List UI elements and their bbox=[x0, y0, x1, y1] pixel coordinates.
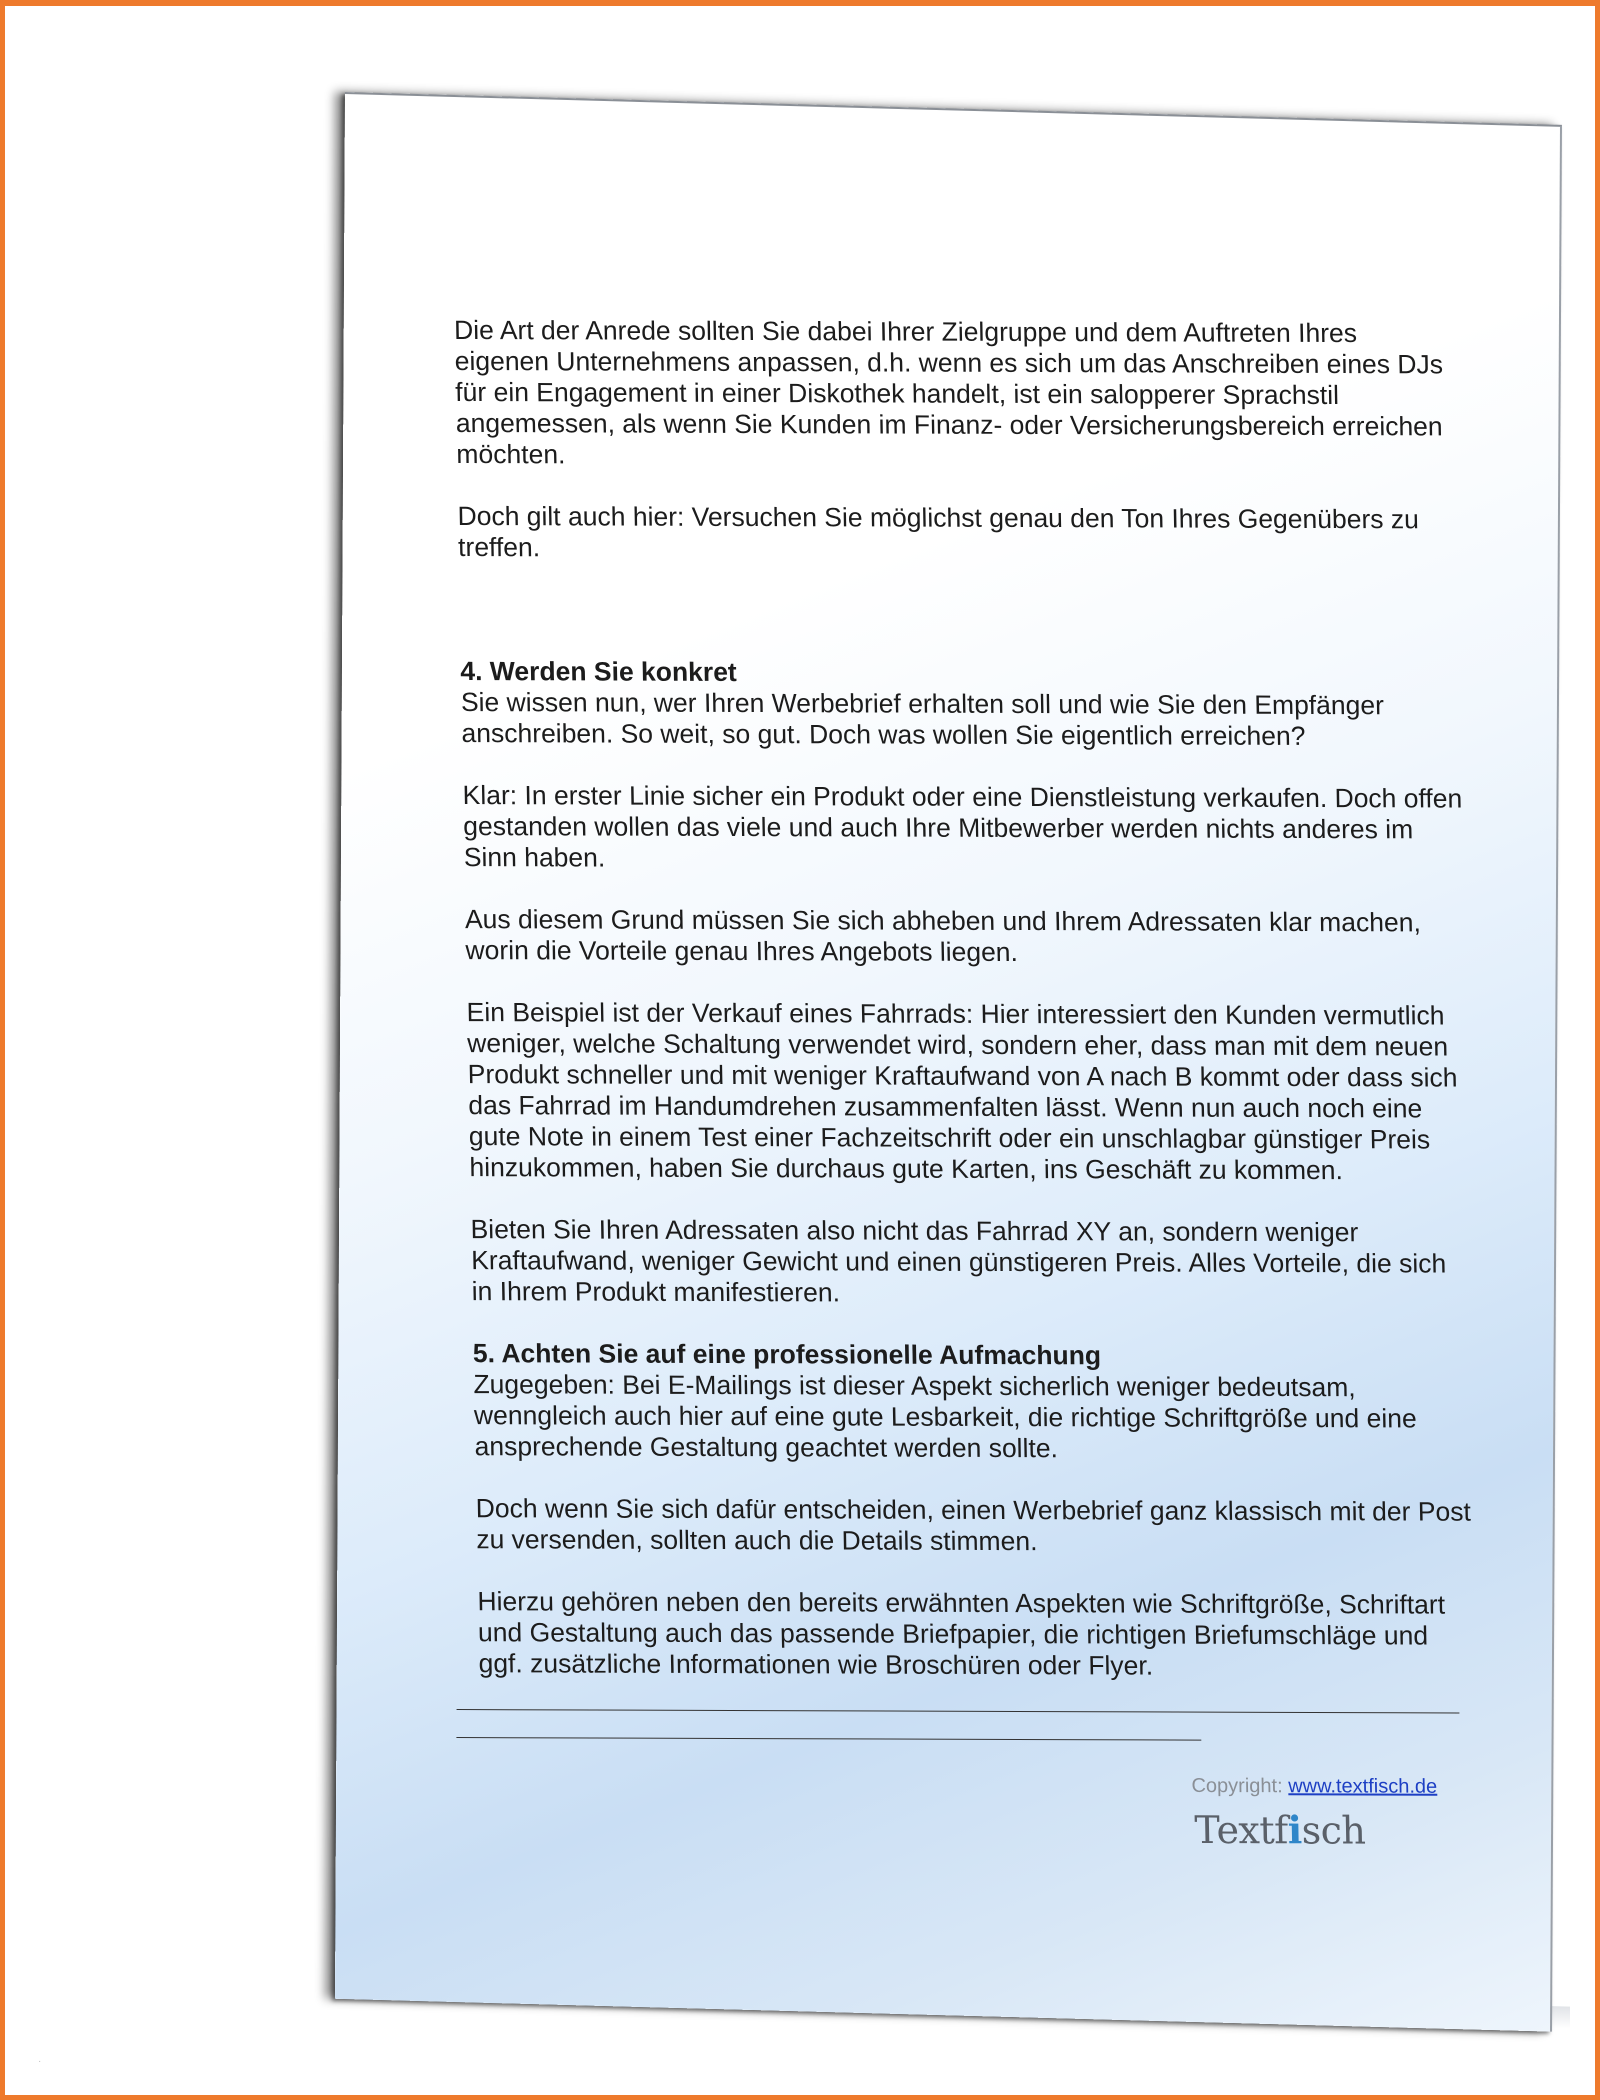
section-4-paragraph: Bieten Sie Ihren Adressaten also nicht das Fahrrad XY an, sondern weniger Kraftaufwand, weniger Gewicht und einen günstigeren Preis. Alles Vorteile, die sich in Ihrem Produkt manifestieren. bbox=[470, 1214, 1447, 1308]
logo-text-start: Textf bbox=[1194, 1807, 1289, 1853]
section-4-heading: 4. Werden Sie konkret bbox=[460, 656, 737, 687]
corner-mark: · bbox=[38, 2056, 42, 2067]
section-spacer bbox=[459, 594, 1460, 660]
section-5-paragraph: Zugegeben: Bei E-Mailings ist dieser Aspekt sicherlich weniger bedeutsam, wenngleich auch hier auf eine gute Lesbarkeit, die richtige Schriftgröße und eine ansprechende Gestaltung geachtet werden sollte. bbox=[473, 1369, 1417, 1464]
section-5-heading: 5. Achten Sie auf eine professionelle Aufmachung bbox=[472, 1338, 1102, 1371]
paragraph-ton: Doch gilt auch hier: Versuchen Sie möglichst genau den Ton Ihres Gegenübers zu treffen. bbox=[457, 500, 1420, 563]
section-5-paragraph: Doch wenn Sie sich dafür entscheiden, einen Werbebrief ganz klassisch mit der Post zu versenden, sollten auch die Details stimmen. bbox=[475, 1493, 1472, 1557]
section-4-paragraph: Klar: In erster Linie sicher ein Produkt oder eine Dienstleistung verkaufen. Doch offen gestanden wollen das viele und auch Ihre Mitbewerber werden nichts anderes im Sinn haben. bbox=[462, 780, 1463, 873]
fish-icon: i bbox=[1287, 1807, 1303, 1853]
paragraph-anrede: Die Art der Anrede sollten Sie dabei Ihrer Zielgruppe und dem Auftreten Ihres eigenen Unternehmens anpassen, d.h. wenn es sich um das Anschreiben eines DJs für ein Engagement in einer Diskothek handelt, ist ein salopperer Sprachstil angemessen, als wenn Sie Kunden im Finanz- oder Versicherungsbereich erreichen möchten. bbox=[453, 314, 1444, 470]
textfisch-logo bbox=[1194, 1807, 1366, 1853]
copyright-notice bbox=[1191, 1775, 1437, 1799]
document-body bbox=[454, 315, 1479, 1714]
section-4-paragraph: Ein Beispiel ist der Verkauf eines Fahrrads: Hier interessiert den Kunden vermutlich weniger, welche Schaltung verwendet wird, sondern eher, dass man mit dem neuen Produkt schneller und mit weniger Kraftaufwand von A nach B kommt oder dass sich das Fahrrad im Handumdrehen zusammenfalten lässt. Wenn nun auch noch eine gute Note in einem Test einer Fachzeitschrift oder ein unschlagbar günstiger Preis hinzukommen, haben Sie durchaus gute Karten, ins Geschäft zu kommen. bbox=[466, 997, 1458, 1186]
footer-divider-bottom bbox=[456, 1737, 1201, 1741]
section-5-paragraph: Hierzu gehören neben den bereits erwähnten Aspekten wie Schriftgröße, Schriftart und Gestaltung auch das passende Briefpapier, die richtigen Briefumschläge und ggf. zusätzliche Informationen wie Broschüren oder Flyer. bbox=[477, 1586, 1446, 1681]
logo-text-end: sch bbox=[1301, 1808, 1366, 1853]
copyright-link[interactable]: www.textfisch.de bbox=[1288, 1775, 1438, 1798]
section-4-paragraph: Sie wissen nun, wer Ihren Werbebrief erhalten soll und wie Sie den Empfänger anschreiben. So weit, so gut. Doch was wollen Sie eigentlich erreichen? bbox=[460, 687, 1385, 751]
document-page bbox=[335, 92, 1562, 2032]
copyright-label: Copyright: bbox=[1191, 1774, 1283, 1798]
section-4-paragraph: Aus diesem Grund müssen Sie sich abheben und Ihrem Adressaten klar machen, worin die Vorteile genau Ihres Angebots liegen. bbox=[464, 904, 1422, 968]
